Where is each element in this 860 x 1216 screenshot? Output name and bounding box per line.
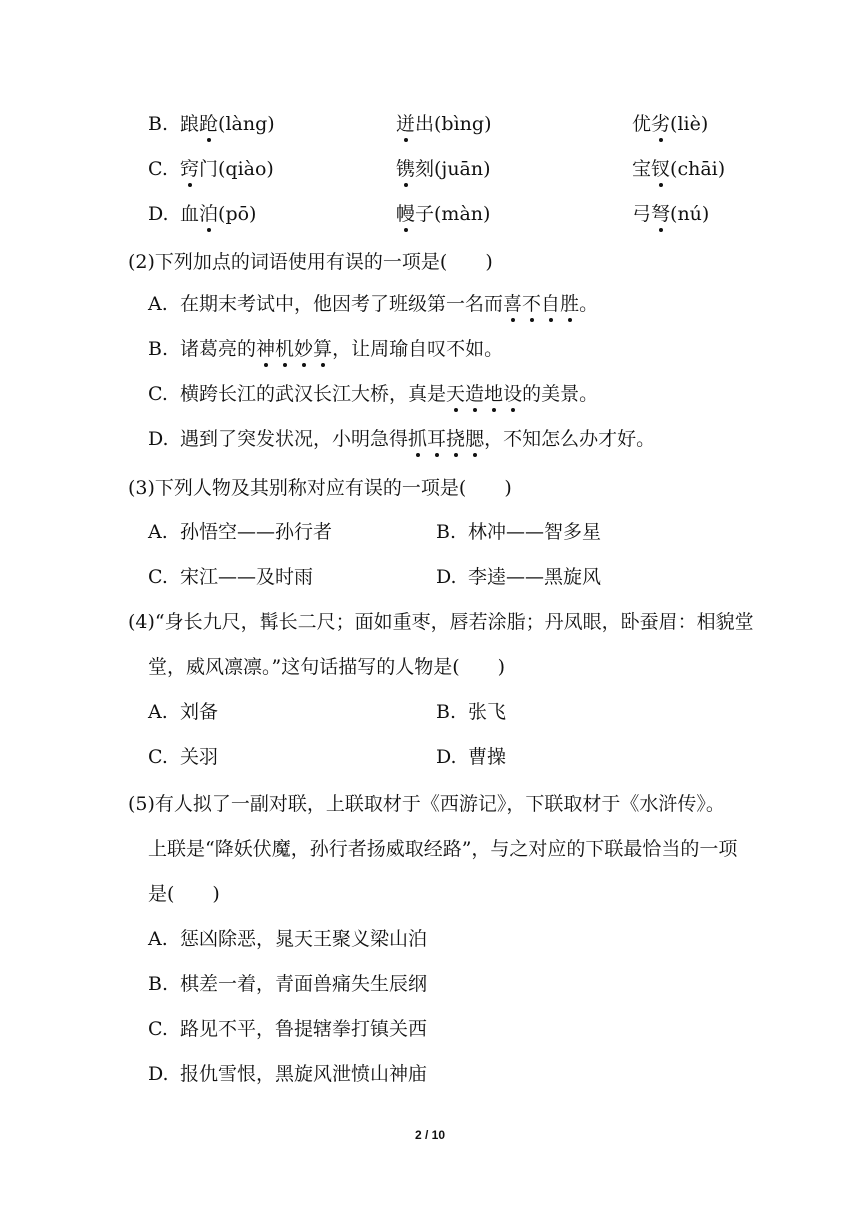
question-stem-continued: 上联是“降妖伏魔，孙行者扬威取经路”，与之对应的下联最恰当的一项 [148, 838, 738, 860]
question-stem: (4)“身长九尺，髯长二尺；面如重枣，唇若涂脂；丹凤眼，卧蚕眉：相貌堂 [128, 611, 754, 633]
dotted-char: 设 [503, 383, 523, 405]
word-item: 弓弩(nú) [632, 203, 710, 225]
option-label: C. [148, 1018, 168, 1040]
option-label: B. [148, 973, 169, 995]
question-stem-continued: 堂，威风凛凛。”这句话描写的人物是( ) [148, 656, 506, 678]
option-text: 遇到了突发状况，小明急得抓耳挠腮，不知怎么办才好。 [180, 428, 656, 450]
option-text: 关羽 [180, 746, 219, 768]
option-text: 孙悟空——孙行者 [180, 521, 333, 543]
option-label: B. [148, 338, 169, 360]
option-text: 报仇雪恨，黑旋风泄愤山神庙 [180, 1063, 428, 1085]
dotted-char: 弩 [651, 203, 671, 225]
option-label: C. [148, 746, 168, 768]
dotted-char: 迸 [396, 113, 416, 135]
dotted-char: 钗 [651, 158, 671, 180]
option-label: D. [436, 746, 457, 768]
question-stem: (5)有人拟了一副对联，上联取材于《西游记》，下联取材于《水浒传》。 [128, 793, 725, 815]
option-label: A. [148, 928, 168, 950]
option-label: B. [436, 521, 457, 543]
option-label: D. [436, 566, 457, 588]
option-label: B. [436, 701, 457, 723]
dotted-char: 机 [275, 338, 295, 360]
option-label: C. [148, 383, 168, 405]
option-label: C. [148, 158, 168, 180]
option-label: D. [148, 203, 169, 225]
option-text: 横跨长江的武汉长江大桥，真是天造地设的美景。 [180, 383, 599, 405]
page-number: 2 / 10 [414, 1128, 446, 1142]
dotted-char: 幔 [396, 203, 416, 225]
option-text: 诸葛亮的神机妙算，让周瑜自叹不如。 [180, 338, 504, 360]
option-label: D. [148, 1063, 169, 1085]
dotted-idiom [256, 338, 332, 360]
option-text: 棋差一着，青面兽痛失生辰纲 [180, 973, 428, 995]
option-text: 在期末考试中，他因考了班级第一名而喜不自胜。 [180, 293, 599, 315]
dotted-char: 镌 [396, 158, 416, 180]
dotted-char: 喜 [503, 293, 523, 315]
dotted-char: 不 [522, 293, 542, 315]
dotted-char: 造 [465, 383, 485, 405]
option-text: 惩凶除恶，晁天王聚义梁山泊 [180, 928, 428, 950]
dotted-char: 跄 [199, 113, 219, 135]
option-text: 宋江——及时雨 [180, 566, 314, 588]
option-label: A. [148, 701, 168, 723]
question-stem: (2)下列加点的词语使用有误的一项是( ) [128, 251, 493, 273]
dotted-idiom [446, 383, 522, 405]
dotted-char: 胜 [560, 293, 580, 315]
option-text: 刘备 [180, 701, 219, 723]
dotted-char: 抓 [408, 428, 428, 450]
dotted-char: 妙 [294, 338, 314, 360]
option-label: C. [148, 566, 168, 588]
question-stem: (3)下列人物及其别称对应有误的一项是( ) [128, 477, 512, 499]
option-label: A. [148, 293, 168, 315]
word-item: 迸出(bìng) [396, 113, 492, 135]
option-text: 林冲——智多星 [468, 521, 602, 543]
word-item: 镌刻(juān) [396, 158, 491, 180]
word-item: 优劣(liè) [632, 113, 709, 135]
dotted-char: 泊 [199, 203, 219, 225]
option-label: A. [148, 521, 168, 543]
dotted-char: 耳 [427, 428, 447, 450]
word-item: 窍门(qiào) [180, 158, 274, 180]
option-label: B. [148, 113, 169, 135]
dotted-char: 腮 [465, 428, 485, 450]
question-stem-continued: 是( ) [148, 883, 220, 905]
option-text: 李逵——黑旋风 [468, 566, 602, 588]
word-item: 踉跄(làng) [180, 113, 275, 135]
option-text: 曹操 [468, 746, 507, 768]
option-text: 张飞 [468, 701, 507, 723]
word-item: 宝钗(chāi) [632, 158, 726, 180]
word-item: 幔子(màn) [396, 203, 491, 225]
dotted-char: 神 [256, 338, 276, 360]
dotted-idiom [408, 428, 484, 450]
option-text: 路见不平，鲁提辖拳打镇关西 [180, 1018, 428, 1040]
option-label: D. [148, 428, 169, 450]
dotted-char: 窍 [180, 158, 200, 180]
dotted-char: 地 [484, 383, 504, 405]
dotted-char: 算 [313, 338, 333, 360]
dotted-char: 天 [446, 383, 466, 405]
word-item: 血泊(pō) [180, 203, 257, 225]
dotted-idiom [503, 293, 579, 315]
dotted-char: 自 [541, 293, 561, 315]
dotted-char: 劣 [651, 113, 671, 135]
dotted-char: 挠 [446, 428, 466, 450]
